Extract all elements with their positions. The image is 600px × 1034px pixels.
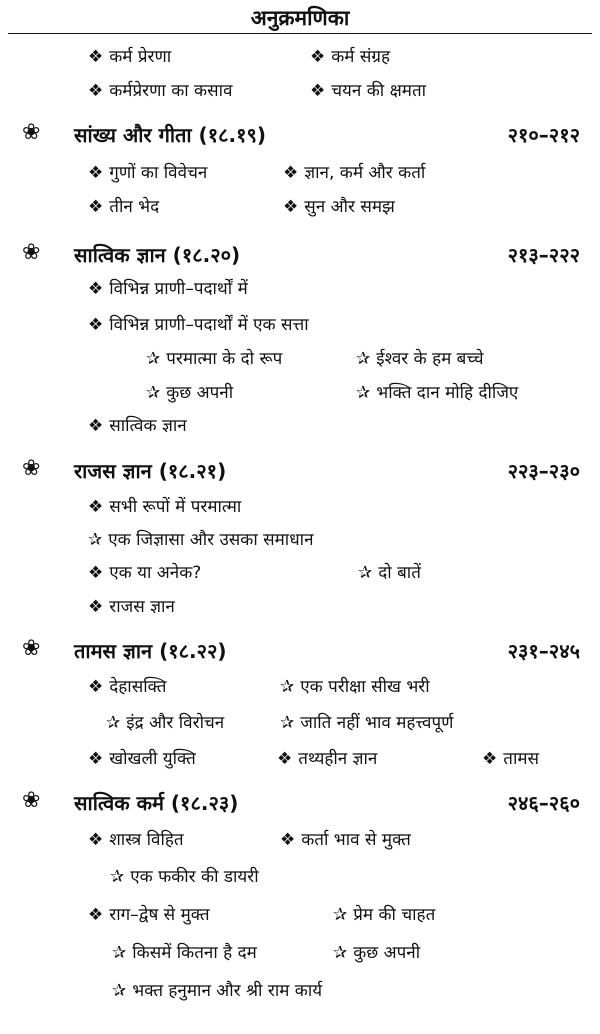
section-title: सांख्य और गीता (१८.१९): [74, 123, 267, 147]
diamond-bullet-icon: ❖: [88, 416, 104, 436]
list-item: ❖ एक या अनेक?: [88, 563, 202, 583]
section-title: सात्विक कर्म (१८.२३): [74, 791, 239, 815]
page-range: २१३–२२२: [507, 243, 580, 267]
section-header: [22, 120, 582, 150]
list-item: ✰ एक परीक्षा सीख भरी: [280, 677, 430, 697]
diamond-bullet-icon: ❖: [310, 81, 326, 101]
diamond-bullet-icon: ❖: [482, 749, 498, 769]
diamond-bullet-icon: ❖: [88, 830, 104, 850]
list-item: ✰ एक फकीर की डायरी: [110, 867, 259, 887]
list-item: ❖ तामस: [482, 749, 540, 769]
section-header: [22, 788, 582, 818]
list-item: ❖ राग–द्वेष से मुक्त: [88, 905, 210, 925]
list-item: ❖ तीन भेद: [88, 197, 160, 217]
star-bullet-icon: ✰: [280, 677, 295, 697]
star-bullet-icon: ✰: [110, 867, 125, 887]
section-title: तामस ज्ञान (१८.२२): [74, 639, 227, 663]
diamond-bullet-icon: ❖: [88, 563, 104, 583]
diamond-bullet-icon: ❖: [283, 197, 299, 217]
star-bullet-icon: ✰: [146, 349, 161, 369]
star-bullet-icon: ✰: [356, 383, 371, 403]
list-item: ❖ सभी रूपों में परमात्मा: [88, 497, 242, 517]
diamond-bullet-icon: ❖: [88, 905, 104, 925]
list-item: ❖ गुणों का विवेचन: [88, 163, 208, 183]
page-range: २२३–२३०: [507, 459, 580, 483]
diamond-bullet-icon: ❖: [88, 163, 104, 183]
flower-bullet-icon: ❀: [22, 636, 41, 661]
list-item: ✰ कुछ अपनी: [333, 943, 421, 963]
list-item: ✰ दो बातें: [358, 563, 421, 583]
list-item: ❖ कर्मप्रेरणा का कसाव: [88, 81, 233, 101]
star-bullet-icon: ✰: [88, 530, 103, 550]
diamond-bullet-icon: ❖: [310, 47, 326, 67]
list-item: ❖ तथ्यहीन ज्ञान: [277, 749, 378, 769]
section-title: सात्विक ज्ञान (१८.२०): [74, 243, 241, 267]
page-range: २१०–२१२: [507, 123, 580, 147]
list-item: ✰ एक जिज्ञासा और उसका समाधान: [88, 530, 314, 550]
diamond-bullet-icon: ❖: [88, 677, 104, 697]
list-item: ✰ भक्त हनुमान और श्री राम कार्य: [112, 981, 323, 1001]
list-item: ❖ सात्विक ज्ञान: [88, 416, 187, 436]
diamond-bullet-icon: ❖: [88, 47, 104, 67]
star-bullet-icon: ✰: [112, 981, 127, 1001]
page-range: २४६–२६०: [507, 791, 580, 815]
list-item: ❖ कर्म प्रेरणा: [88, 47, 172, 67]
flower-bullet-icon: ❀: [22, 120, 41, 145]
list-item: ✰ परमात्मा के दो रूप: [146, 349, 283, 369]
star-bullet-icon: ✰: [356, 349, 371, 369]
list-item: ❖ विभिन्न प्राणी–पदार्थों में: [88, 279, 248, 299]
list-item: ✰ प्रेम की चाहत: [333, 905, 436, 925]
list-item: ❖ ज्ञान, कर्म और कर्ता: [283, 163, 426, 183]
diamond-bullet-icon: ❖: [88, 279, 104, 299]
page-range: २३१–२४५: [507, 639, 580, 663]
diamond-bullet-icon: ❖: [88, 197, 104, 217]
star-bullet-icon: ✰: [280, 713, 295, 733]
list-item: ❖ सुन और समझ: [283, 197, 395, 217]
star-bullet-icon: ✰: [333, 943, 348, 963]
list-item: ❖ चयन की क्षमता: [310, 81, 427, 101]
diamond-bullet-icon: ❖: [88, 497, 104, 517]
list-item: ❖ खोखली युक्ति: [88, 749, 196, 769]
flower-bullet-icon: ❀: [22, 788, 41, 813]
section-header: [22, 456, 582, 486]
list-item: ✰ जाति नहीं भाव महत्त्वपूर्ण: [280, 713, 454, 733]
list-item: ❖ कर्म संग्रह: [310, 47, 390, 67]
list-item: ✰ किसमें कितना है दम: [112, 943, 257, 963]
list-item: ✰ ईश्वर के हम बच्चे: [356, 349, 484, 369]
list-item: ❖ शास्त्र विहित: [88, 830, 184, 850]
diamond-bullet-icon: ❖: [88, 315, 104, 335]
list-item: ❖ देहासक्ति: [88, 677, 167, 697]
list-item: ❖ राजस ज्ञान: [88, 597, 175, 617]
star-bullet-icon: ✰: [106, 713, 121, 733]
title-divider: [8, 33, 592, 34]
diamond-bullet-icon: ❖: [280, 830, 296, 850]
star-bullet-icon: ✰: [146, 383, 161, 403]
diamond-bullet-icon: ❖: [283, 163, 299, 183]
list-item: ✰ भक्ति दान मोहि दीजिए: [356, 383, 519, 403]
flower-bullet-icon: ❀: [22, 240, 41, 265]
star-bullet-icon: ✰: [333, 905, 348, 925]
page-title: अनुक्रमणिका: [250, 6, 350, 30]
list-item: ❖ कर्ता भाव से मुक्त: [280, 830, 411, 850]
star-bullet-icon: ✰: [112, 943, 127, 963]
star-bullet-icon: ✰: [358, 563, 373, 583]
diamond-bullet-icon: ❖: [88, 81, 104, 101]
list-item: ✰ कुछ अपनी: [146, 383, 234, 403]
flower-bullet-icon: ❀: [22, 456, 41, 481]
diamond-bullet-icon: ❖: [88, 597, 104, 617]
list-item: ✰ इंद्र और विरोचन: [106, 713, 225, 733]
diamond-bullet-icon: ❖: [88, 749, 104, 769]
section-header: [22, 636, 582, 666]
list-item: ❖ विभिन्न प्राणी–पदार्थों में एक सत्ता: [88, 315, 309, 335]
diamond-bullet-icon: ❖: [277, 749, 293, 769]
section-header: [22, 240, 582, 270]
section-title: राजस ज्ञान (१८.२१): [74, 459, 227, 483]
